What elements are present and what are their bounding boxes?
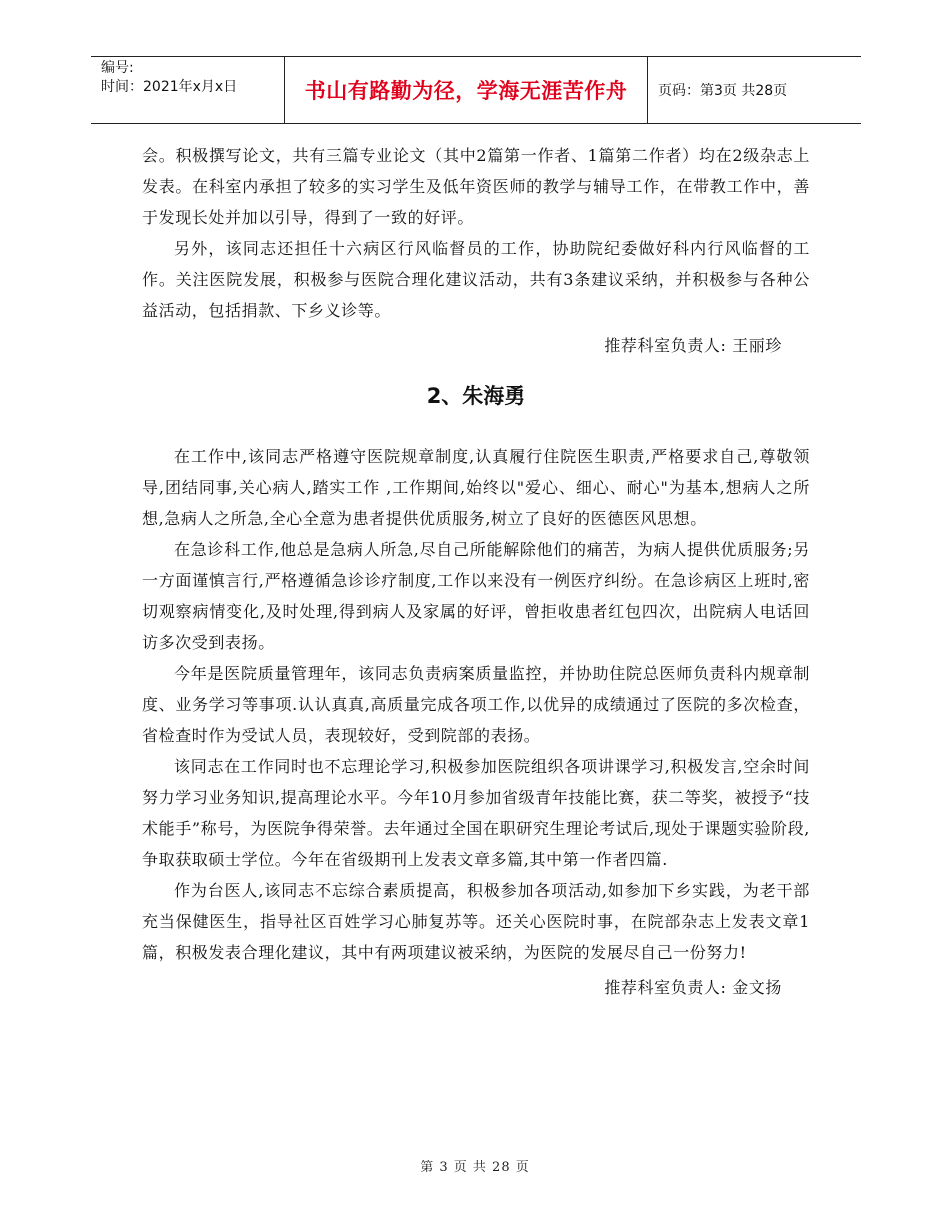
section-heading: 2、朱海勇 bbox=[426, 384, 526, 408]
header-meta bbox=[91, 57, 284, 123]
paragraph: 在急诊科工作,他总是急病人所急,尽自己所能解除他们的痛苦，为病人提供优质服务;另一方面谨慎言行,严格遵循急诊诊疗制度,工作以来没有一例医疗纠纷。在急诊病区上班时,密切观察病情变化,及时处理,得到病人及家属的好评，曾拒收患者红包四次，出院病人电话回访多次受到表扬。 bbox=[142, 540, 810, 652]
document-body bbox=[142, 140, 810, 1003]
signature-line: 推荐科室负责人: 金文扬 bbox=[604, 978, 782, 997]
signature-line: 推荐科室负责人: 王丽珍 bbox=[604, 336, 782, 355]
paragraph: 在工作中,该同志严格遵守医院规章制度,认真履行住院医生职责,严格要求自己,尊敬领导,团结同事,关心病人,踏实工作 ,工作期间,始终以"爱心、细心、耐心"为基本,想病人之所想,急病人之所急,全心全意为患者提供优质服务,树立了良好的医德医风思想。 bbox=[142, 447, 810, 528]
date-label: 时间：2021年x月x日 bbox=[101, 79, 238, 95]
header-page-info: 页码：第3页 共28页 bbox=[658, 83, 788, 99]
doc-number-label: 编号: bbox=[101, 60, 134, 76]
header-motto: 书山有路勤为径，学海无涯苦作舟 bbox=[284, 57, 648, 123]
paragraph: 该同志在工作同时也不忘理论学习,积极参加医院组织各项讲课学习,积极发言,空余时间努力学习业务知识,提高理论水平。今年10月参加省级青年技能比赛，获二等奖，被授予“技术能手”称号，为医院争得荣誉。去年通过全国在职研究生理论考试后,现处于课题实验阶段,争取获取硕士学位。今年在省级期刊上发表文章多篇,其中第一作者四篇. bbox=[142, 757, 810, 869]
paragraph: 会。积极撰写论文，共有三篇专业论文（其中2篇第一作者、1篇第二作者）均在2级杂志上发表。在科室内承担了较多的实习学生及低年资医师的教学与辅导工作，在带教工作中，善于发现长处并加以引导，得到了一致的好评。 bbox=[142, 146, 810, 227]
paragraph: 今年是医院质量管理年，该同志负责病案质量监控，并协助住院总医师负责科内规章制度、业务学习等事项.认认真真,高质量完成各项工作,以优异的成绩通过了医院的多次检查，省检查时作为受试人员，表现较好，受到院部的表扬。 bbox=[142, 664, 810, 745]
paragraph: 另外，该同志还担任十六病区行风临督员的工作，协助院纪委做好科内行风临督的工作。关注医院发展，积极参与医院合理化建议活动，共有3条建议采纳，并积极参与各种公益活动，包括捐款、下乡义诊等。 bbox=[142, 239, 810, 320]
paragraph: 作为台医人,该同志不忘综合素质提高，积极参加各项活动,如参加下乡实践，为老干部充当保健医生，指导社区百姓学习心肺复苏等。还关心医院时事，在院部杂志上发表文章1篇，积极发表合理化建议，其中有两项建议被采纳，为医院的发展尽自己一份努力! bbox=[142, 881, 810, 962]
page-footer: 第 3 页 共 28 页 bbox=[420, 1160, 530, 1175]
page-header bbox=[91, 56, 861, 124]
